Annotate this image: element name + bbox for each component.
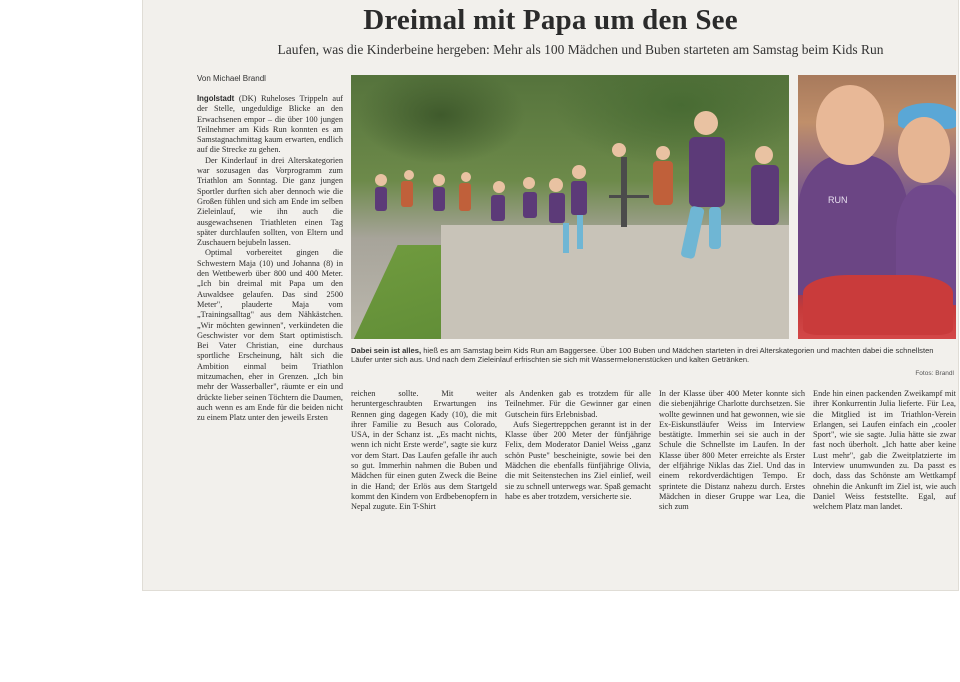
text-column-5 bbox=[813, 389, 956, 569]
paragraph: Optimal vorbereitet gingen die Schwestern Maja (10) und Johanna (8) in den Wettbewerb über 800 und 400 Meter. „Ich bin dreimal mit Papa um den Auwaldsee gelaufen. Das sind 2500 Meter", plauderte Maja vom „Trainingsalltag" aus dem Nähkästchen. „Wir möchten gewinnen", verkündeten die Geschwister vor dem Start optimistisch. Bei Vater Christian, eine durchaus sportliche Erscheinung, hält sich die Ambition einmal beim Triathlon mitzumachen, eher in Grenzen. „Ich bin mehr der Wasserballer", räumte er ein und drückte lieber seinen Töchtern die Daumen, auch wenn es am Ende für die beiden nicht zu einem Platz unter den jeweils Ersten bbox=[197, 248, 343, 423]
paragraph: Aufs Siegertreppchen gerannt ist in der Klasse über 200 Meter der fünfjährige Felix, dem Moderator Daniel Weiss „ganz schön Puste" bescheinigte, sowie bei den Mädchen die ebenfalls fünfjährige Olivia, die mit Seitenstechen ins Ziel einlief, weil sie zu schnell unterwegs war. Spaß gemacht habe es aber trotzdem, versicherte sie. bbox=[505, 419, 651, 501]
dateline-place: Ingolstadt bbox=[197, 94, 235, 103]
text-column-2 bbox=[351, 389, 497, 569]
tshirt-print bbox=[798, 75, 956, 339]
paragraph: Ingolstadt (DK) Ruheloses Trippeln auf der Stelle, ungeduldige Blicke an den Erwachsenen empor – die über 100 jungen Teilnehmer am Kids Run konnten es am Samstagnachmittag kaum erwarten, endlich auf die Strecke zu gehen. bbox=[197, 94, 344, 155]
newspaper-clipping bbox=[143, 0, 958, 590]
tshirt-text: RUN bbox=[828, 195, 848, 205]
text-column-4 bbox=[659, 389, 805, 569]
watermelon-photo bbox=[798, 75, 956, 339]
paragraph: reichen sollte. Mit weiter heruntergeschraubten Erwartungen ins Rennen ging dagegen Kady (10), die mit ihrer Familie zu Besuch aus Colorado, USA, in der Schanz ist. „Es macht nichts, wenn ich nicht Erste werde", sagte sie kurz vor dem Start. Das Laufen gefalle ihr auch so gut. Immerhin nahmen die Buben und Mädchen für einen guten Zweck die Beine in die Hand; der Erlös aus dem Startgeld kommt den Kindern von Erdbebenopfern in Nepal zugute. Ein T-Shirt bbox=[351, 389, 497, 512]
paragraph: Der Kinderlauf in drei Alterskategorien war sozusagen das Vorprogramm zum Triathlon am Sonntag. Die ganz jungen Sportler durften sich aber dennoch wie die Großen fühlen und sich am Ende im selben Zieleinlauf, wie ihn auch die ausgewachsenen Triathleten einen Tag später durchlaufen sollten, von Eltern und Zuschauern bejubeln lassen. bbox=[197, 155, 343, 248]
paragraph: Ende hin einen packenden Zweikampf mit ihrer Konkurrentin Julia lieferte. Für Lea, die Mitglied ist im Triathlon-Verein Erlangen, sei Laufen einfach ein „cooler Sport", wie sie sagte. Julia hätte sie zwar fast noch überholt. „Ich hatte aber keine Lust mehr", gab die Zweitplatzierte im Interview unumwunden zu. Da passt es doch, dass das Schönste am Wettkampf ohnehin die Ankunft im Ziel ist, wie auch Daniel Weiss feststellte. Egal, auf welchem Platz man landet. bbox=[813, 389, 956, 512]
text-column-1 bbox=[197, 94, 343, 564]
paragraph: In der Klasse über 400 Meter konnte sich die siebenjährige Charlotte durchsetzen. Sie wollte gewinnen und hat gewonnen, wie sie Ex-Eiskunstläufer Weiss im Interview bestätigte. Immerhin sei sie auch in der Schule die Schnellste im Laufen. In der Klasse über 800 Meter erreichte als Erster der elfjährige Niklas das Ziel. Und das in einem rekordverdächtigen Tempo. Er sprintete die Distanz nahezu durch. Erstes Mädchen in dieser Gruppe war Lea, die sich zum bbox=[659, 389, 805, 512]
kids-run-photo bbox=[351, 75, 789, 339]
paragraph: als Andenken gab es trotzdem für alle Teilnehmer. Für die Gewinner gar einen Gutschein fürs Erlebnisbad. bbox=[505, 389, 651, 419]
caption-lead: Dabei sein ist alles, bbox=[351, 346, 422, 355]
runners-illustration bbox=[351, 75, 789, 339]
caption-text: hieß es am Samstag beim Kids Run am Baggersee. Über 100 Buben und Mädchen starteten in drei Alterskategorien und machten dabei die schnellsten Läufer unter sich aus. Und nach dem Zieleinlauf erfrischten sie sich mit Wassermelonenstücken und kalten Getränken. bbox=[351, 346, 934, 365]
runner-group bbox=[375, 111, 779, 259]
subheadline: Laufen, was die Kinderbeine hergeben: Mehr als 100 Mädchen und Buben starteten am Samstag beim Kids Run bbox=[277, 42, 884, 57]
photo-credit: Fotos: Brandl bbox=[915, 370, 954, 377]
headline: Dreimal mit Papa um den See bbox=[363, 4, 738, 36]
text-column-3 bbox=[505, 389, 651, 569]
byline: Von Michael Brandl bbox=[197, 74, 266, 83]
photo-caption bbox=[351, 346, 956, 365]
